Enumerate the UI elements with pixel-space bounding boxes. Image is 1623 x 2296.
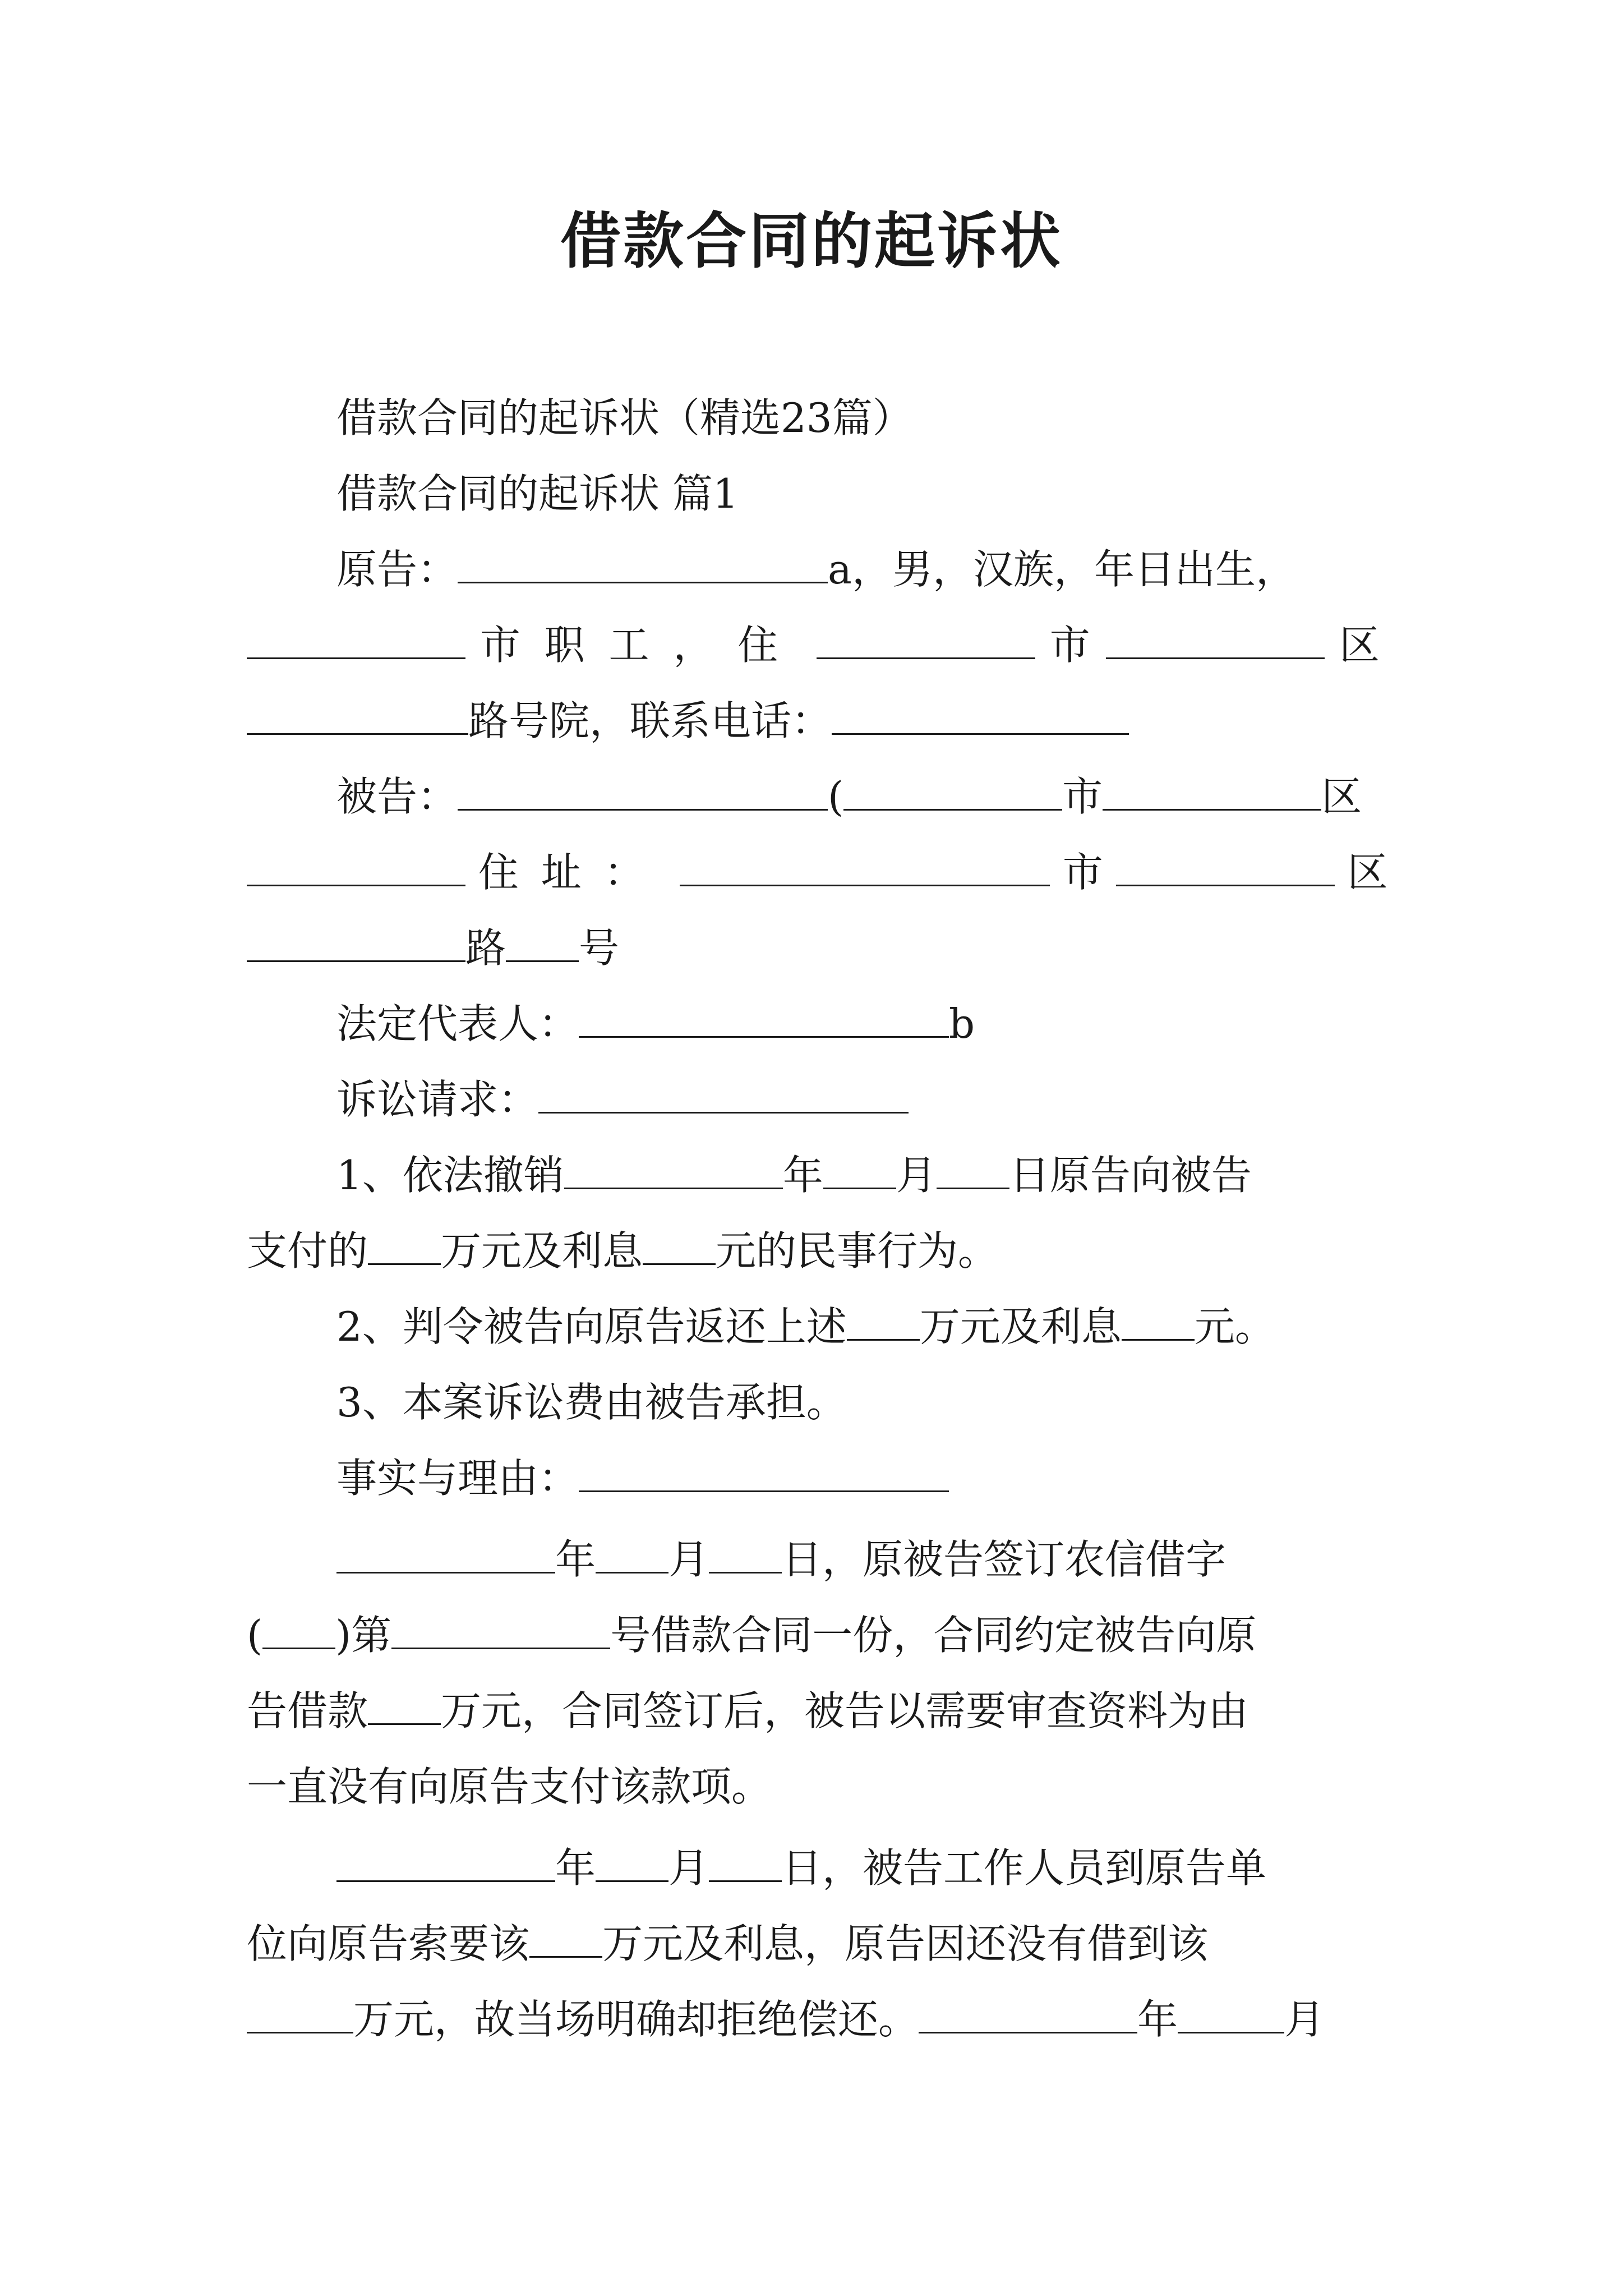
fill-blank [1122, 1299, 1195, 1341]
text-line [247, 1607, 1256, 1663]
document-title: 借款合同的起诉状 [560, 206, 1063, 277]
text-segment: 万元及利息，原告因还没有借到该 [602, 1920, 1209, 1967]
text-segment: 区 [1339, 622, 1380, 669]
text-line [336, 996, 975, 1052]
fill-blank [538, 1071, 909, 1114]
fill-blank [1178, 1991, 1284, 2033]
fill-blank [529, 1916, 602, 1958]
text-segment: 原告： [336, 546, 458, 593]
text-line [336, 1374, 847, 1430]
text-segment: a，男，汉族，年日出生， [828, 546, 1296, 593]
text-segment: 年 [782, 1152, 823, 1199]
fill-blank [1116, 844, 1335, 886]
text-segment: 诉讼请求： [336, 1076, 539, 1123]
text-segment: 2、判令被告向原告返还上述 [336, 1303, 847, 1350]
fill-blank [1103, 769, 1321, 811]
fill-blank [843, 769, 1062, 811]
fill-blank [391, 1607, 610, 1649]
fill-blank [336, 1840, 555, 1882]
fill-blank [247, 920, 465, 962]
text-segment: 号借款合同一份，合同约定被告向原 [610, 1612, 1257, 1659]
fill-blank [832, 693, 1129, 735]
text-segment: 区 [1321, 773, 1362, 820]
fill-blank [247, 1991, 353, 2033]
text-segment: 市 [1062, 849, 1103, 896]
text-segment: 市 [1062, 773, 1103, 820]
fill-blank [823, 1147, 896, 1189]
text-segment: 1、依法撤销 [336, 1152, 564, 1199]
fill-blank [919, 1991, 1137, 2033]
fill-blank [596, 1840, 668, 1882]
text-segment: 日，被告工作人员到原告单 [782, 1844, 1267, 1892]
text-segment: 日，原被告签订农信借字 [782, 1536, 1227, 1583]
fill-blank [847, 1299, 920, 1341]
text-segment: ( [828, 773, 844, 820]
text-line [247, 1223, 998, 1279]
fill-blank [336, 1531, 555, 1573]
text-segment: 元的民事行为。 [716, 1227, 999, 1274]
fill-blank [564, 1147, 783, 1189]
fill-blank [247, 617, 465, 659]
text-segment: 被告： [336, 773, 458, 820]
fill-blank [579, 1450, 949, 1492]
text-segment: 位向原告索要该 [247, 1920, 530, 1967]
fill-blank [458, 769, 828, 811]
fill-blank [1106, 617, 1325, 659]
text-segment: 住址： [478, 849, 667, 896]
fill-blank [247, 693, 468, 735]
fill-blank [643, 1223, 716, 1265]
text-segment: 市职工，住 [479, 622, 803, 669]
text-segment: )第 [335, 1612, 392, 1659]
fill-blank [817, 617, 1035, 659]
text-line [247, 844, 1388, 900]
text-segment: 3、本案诉讼费由被告承担。 [336, 1379, 847, 1426]
text-segment: 市 [1049, 622, 1092, 669]
fill-blank [368, 1223, 441, 1265]
text-line [336, 466, 739, 522]
text-line [336, 1450, 949, 1506]
text-segment: 支付的 [247, 1227, 368, 1274]
fill-blank [579, 996, 949, 1038]
text-segment: 告借款 [247, 1687, 368, 1734]
fill-blank [596, 1531, 668, 1573]
text-segment: 年 [555, 1536, 596, 1583]
text-segment: 月 [668, 1536, 709, 1583]
text-segment: 年 [1137, 1996, 1178, 2043]
text-segment: 法定代表人： [336, 1000, 579, 1047]
text-segment: b [949, 1000, 975, 1047]
text-segment: ( [247, 1612, 263, 1659]
text-line [336, 1071, 909, 1128]
text-segment: 借款合同的起诉状（精选23篇） [336, 394, 913, 441]
text-segment: 借款合同的起诉状 篇1 [336, 470, 739, 517]
text-line [247, 693, 1129, 749]
text-line [247, 1916, 1208, 1972]
text-segment: 路号院，联系电话： [468, 697, 832, 744]
text-segment: 区 [1347, 849, 1388, 896]
text-segment: 路 [465, 924, 506, 972]
fill-blank [506, 920, 579, 962]
text-line [336, 1299, 1275, 1355]
text-segment: 一直没有向原告支付该款项。 [247, 1763, 772, 1810]
text-line [336, 769, 1362, 825]
text-line [336, 390, 913, 446]
fill-blank [262, 1607, 335, 1649]
fill-blank [680, 844, 1050, 886]
text-segment: 万元及利息 [919, 1303, 1122, 1350]
text-line [336, 1147, 1252, 1203]
text-segment: 月 [1284, 1996, 1325, 2043]
text-segment: 万元及利息 [441, 1227, 643, 1274]
fill-blank [709, 1531, 782, 1573]
fill-blank [247, 844, 465, 886]
text-segment: 事实与理由： [336, 1455, 579, 1502]
text-line [336, 1840, 1266, 1896]
text-segment: 年 [555, 1844, 596, 1892]
text-segment: 万元，合同签订后，被告以需要审查资料为由 [441, 1687, 1249, 1734]
text-segment: 元。 [1194, 1303, 1275, 1350]
fill-blank [709, 1840, 782, 1882]
text-line [247, 1991, 1325, 2047]
text-line [247, 920, 619, 976]
fill-blank [937, 1147, 1009, 1189]
fill-blank [458, 541, 828, 583]
text-line [247, 617, 1380, 673]
text-segment: 月 [668, 1844, 709, 1892]
text-line [336, 541, 1296, 597]
text-segment: 号 [579, 924, 620, 972]
text-segment: 月 [896, 1152, 937, 1199]
fill-blank [368, 1683, 441, 1725]
text-line [247, 1683, 1248, 1739]
text-line [247, 1759, 772, 1815]
text-segment: 万元，故当场明确却拒绝偿还。 [353, 1996, 919, 2043]
text-segment: 日原告向被告 [1009, 1152, 1252, 1199]
text-line [336, 1531, 1226, 1588]
